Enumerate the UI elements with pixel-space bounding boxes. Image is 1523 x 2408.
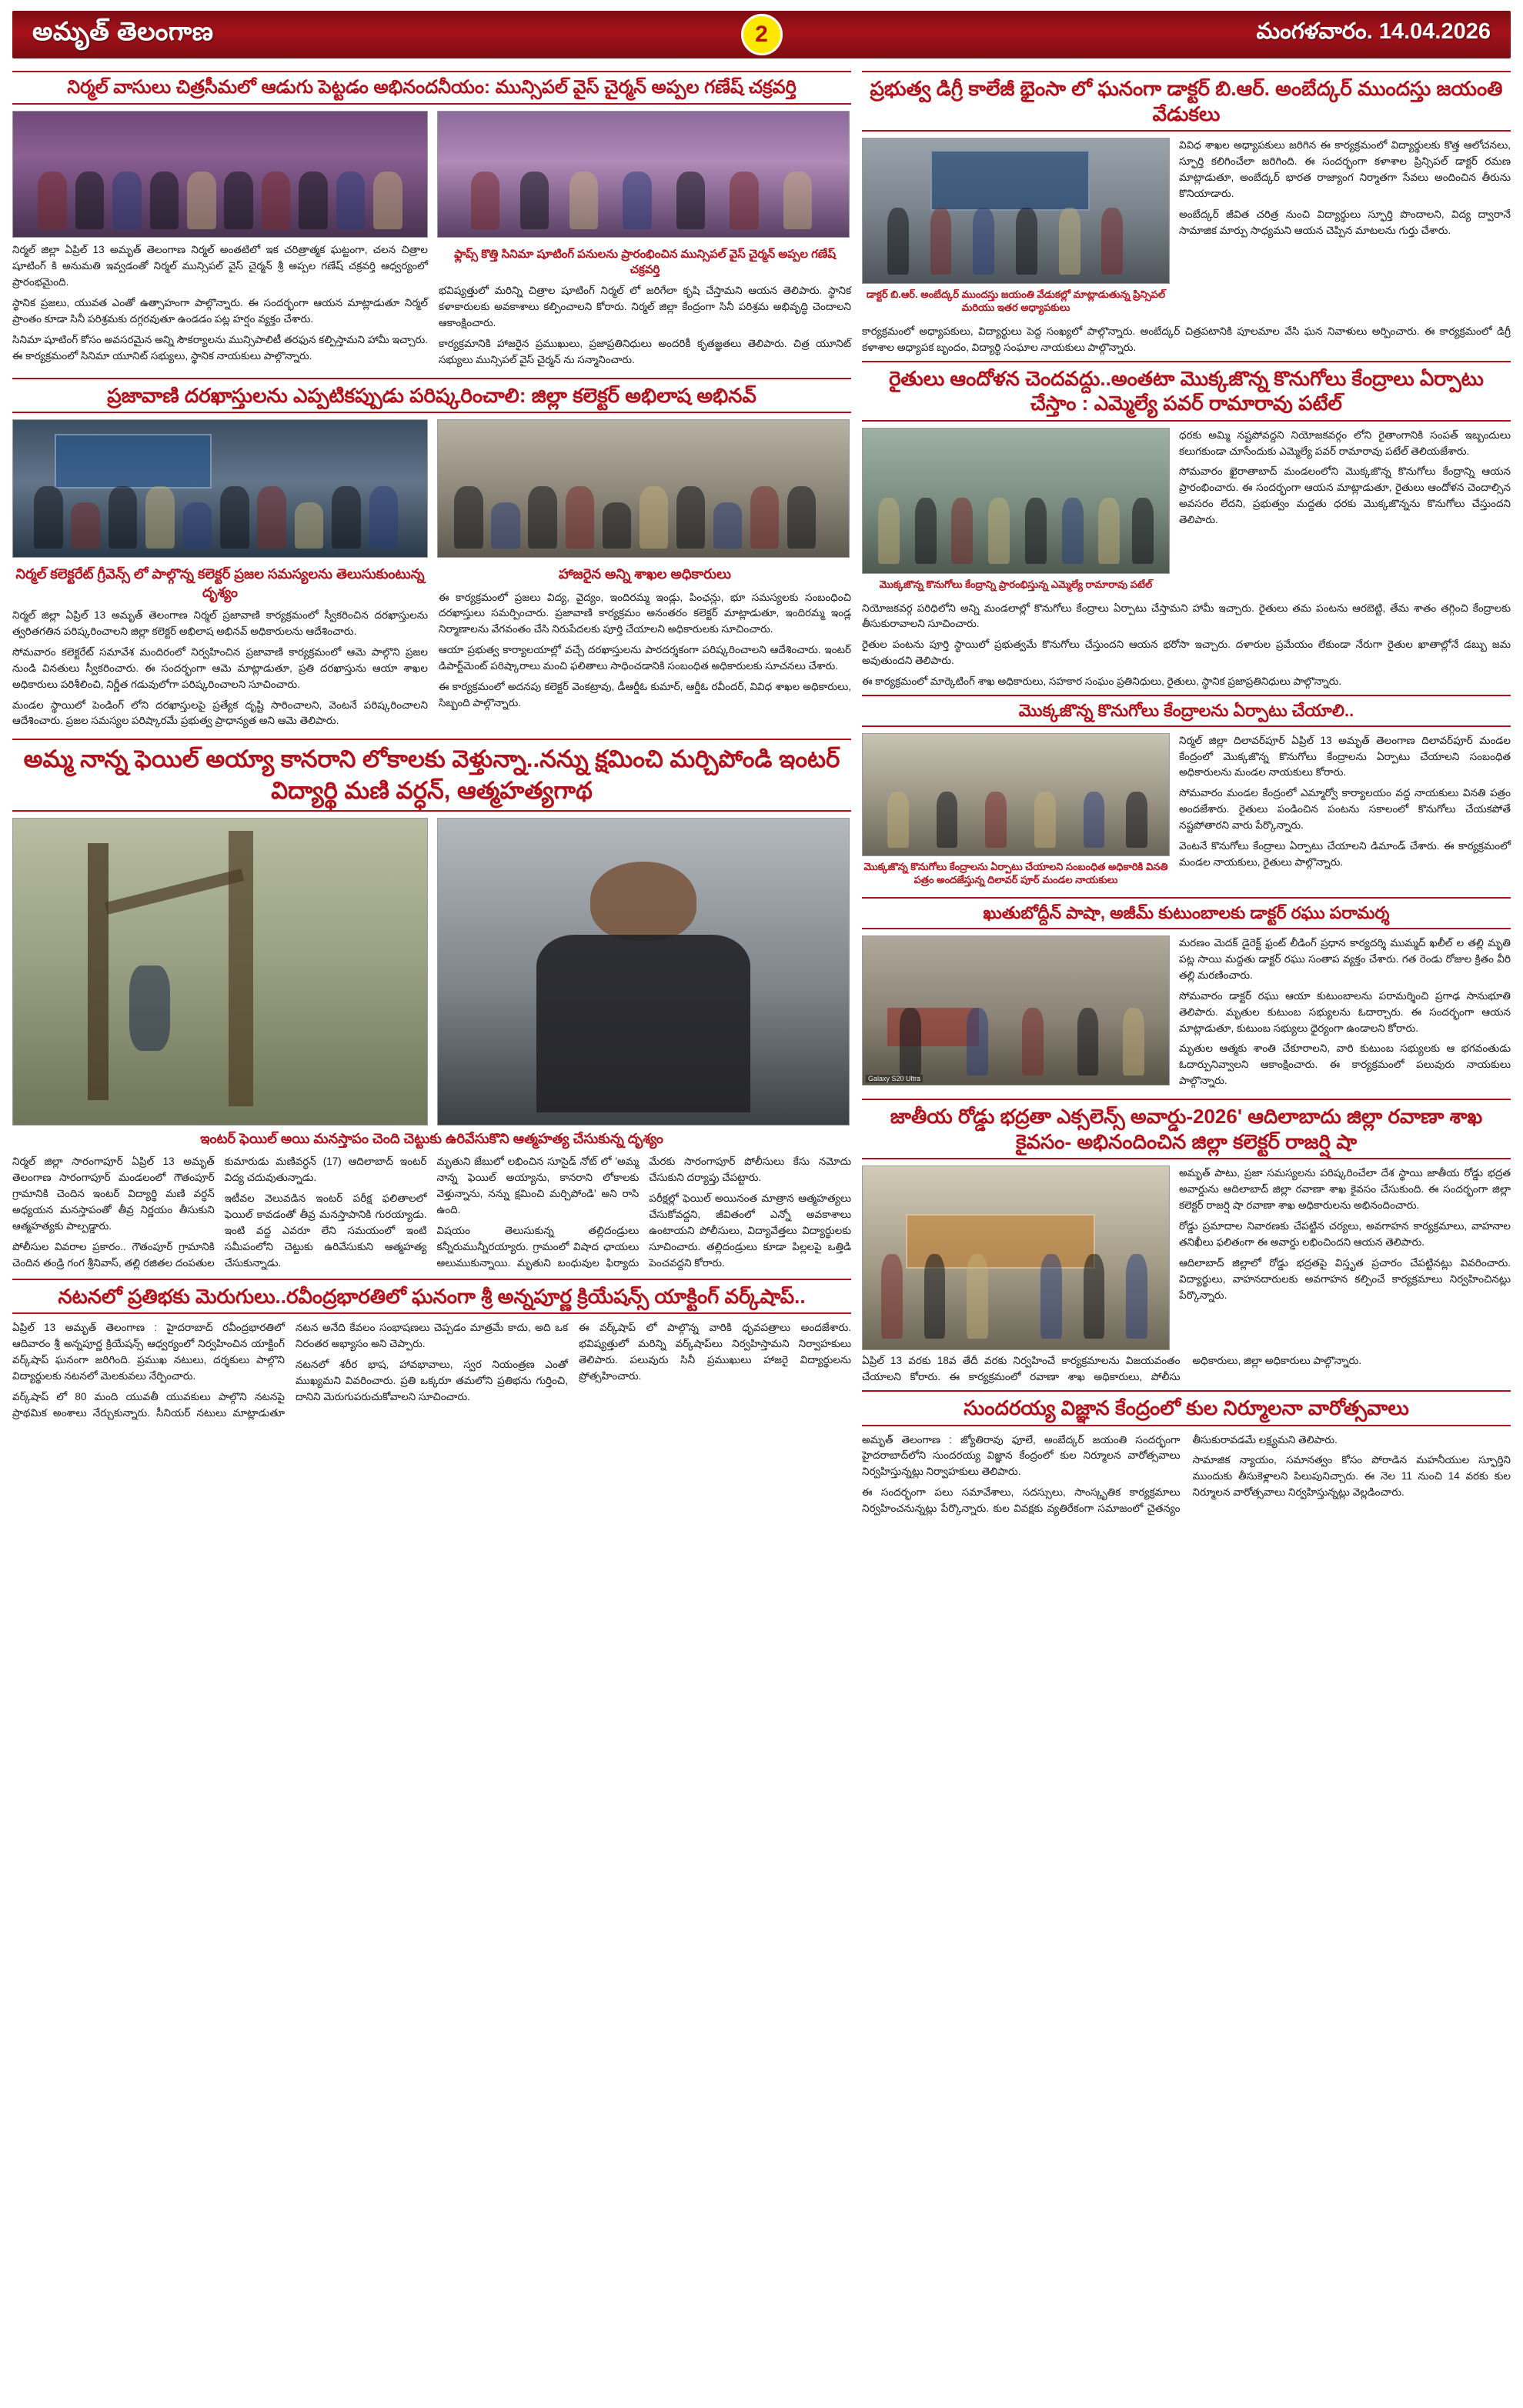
article-condolence-visit <box>862 897 1511 1094</box>
paragraph: వివిధ శాఖల అధ్యాపకులు జరిగిన ఈ కార్యక్రమంలో విద్యార్థులకు కొత్త ఆలోచనలు, స్ఫూర్తి కలిగించేలా జరిగింది. ఈ సందర్భంగా కళాశాల ప్రిన్సిపల్ డాక్టర్ రమణ మాట్లాడుతూ, అంబేద్కర్ భారత రాజ్యాంగ నిర్మాతగా సేవలు అందించిన తీరును కొనియాడారు. <box>1179 139 1511 199</box>
paragraph: ఈ కార్యక్రమంలో మార్కెటింగ్ శాఖ అధికారులు, సహకార సంఘం ప్రతినిధులు, రైతులు, స్థానిక ప్రజాప్రతినిధులు పాల్గొన్నారు. <box>862 675 1342 688</box>
paragraph: ఏప్రిల్ 13 అమృత్ తెలంగాణ : హైదరాబాద్ రవీంద్రభారతిలో ఆదివారం శ్రీ అన్నపూర్ణ క్రియేషన్స్ ఆధ్వర్యంలో నిర్వహించిన యాక్టింగ్ వర్క్‌షాప్ ఘనంగా జరిగింది. ప్రముఖ నటులు, దర్శకులు పాల్గొని విద్యార్థులకు నటనలో మెలకువలు నేర్పించారు. <box>12 1322 285 1382</box>
headline: ప్రజావాణి దరఖాస్తులను ఎప్పటికప్పుడు పరిష్కరించాలి: జిల్లా కలెక్టర్ అభిలాష అభినవ్ <box>12 378 851 414</box>
paragraph: ఈ సందర్భంగా పలు సమావేశాలు, సదస్సులు, సాంస్కృతిక కార్యక్రమాలు నిర్వహించనున్నట్లు పేర్కొన్నారు. కుల వివక్షకు వ్యతిరేకంగా సమాజంలో చైతన్యం తీసుకురావడమే లక్ష్యమని తెలిపారు. <box>862 1433 1338 1515</box>
paragraph: నియోజకవర్గ పరిధిలోని అన్ని మండలాల్లో కొనుగోలు కేంద్రాలు ఏర్పాటు చేస్తామని హామీ ఇచ్చారు. రైతులు తమ పంటను ఆరబెట్టి, తేమ శాతం తగ్గించి కేంద్రాలకు తీసుకురావాలని సూచించారు. <box>862 602 1511 630</box>
paragraph: కార్యక్రమంలో అధ్యాపకులు, విద్యార్థులు పెద్ద సంఖ్యలో పాల్గొన్నారు. అంబేద్కర్ చిత్రపటానికి పూలమాల వేసి ఘన నివాళులు అర్పించారు. ఈ కార్యక్రమంలో డిగ్రీ కళాశాల అధ్యాపక బృందం, విద్యార్థి సంఘాల నాయకులు పాల్గొన్నారు. <box>862 325 1511 353</box>
petition-submission-photo <box>862 733 1170 856</box>
grievance-meeting-photo <box>12 419 428 558</box>
paragraph: పోలీసుల వివరాల ప్రకారం.. గౌతంపూర్ గ్రామానికి చెందిన తండ్రి గంగ శ్రీనివాస్, తల్లి రజితల దంపతుల కుమారుడు మణివర్ధన్ (17) ఆదిలాబాద్ ఇంటర్ విద్య చదువుతున్నాడు. <box>12 1156 427 1269</box>
headline: మొక్కజొన్న కొనుగోలు కేంద్రాలను ఏర్పాటు చేయాలి.. <box>862 695 1511 727</box>
headline: జాతీయ రోడ్డు భద్రతా ఎక్సలెన్స్ అవార్డు-2026' ఆదిలాబాదు జిల్లా రవాణా శాఖ కైవసం- అభినందించిన జిల్లా కలెక్టర్ రాజర్షి షా <box>862 1099 1511 1159</box>
article-body-cont <box>439 590 851 712</box>
photo-caption: ఫ్లాప్స్ కొత్తి సినిమా షూటింగ్ పనులను ప్రారంభించిన మున్సిపల్ వైస్ చైర్మన్ అప్పల గణేష్ చక్రవర్తి <box>453 248 837 276</box>
article-body <box>12 1154 851 1273</box>
photo-row <box>12 818 851 1126</box>
article-road-safety-award <box>862 1099 1511 1386</box>
right-column <box>862 66 1511 1517</box>
procurement-center-photo <box>862 428 1170 574</box>
article-student-suicide <box>12 739 851 1273</box>
photo-figures <box>438 420 849 557</box>
article-body-cont <box>862 324 1511 356</box>
paragraph: సోమవారం మండల కేంద్రంలో ఎమ్మార్వో కార్యాలయం వద్ద నాయకులు వినతి పత్రం అందజేశారు. రైతులు పండించిన పంటను సకాలంలో కొనుగోలు చేయకపోతే నష్టపోతారని వారు పేర్కొన్నారు. <box>1179 787 1511 832</box>
article-body <box>1179 733 1511 871</box>
article-body-cont <box>439 283 851 369</box>
paragraph: మరణం మెదక్ డైరెక్ట్ ఫ్రంట్ లీడింగ్ ప్రధాన కార్యదర్శి ముమ్మద్ ఖలీల్ ల తల్లి మృతి పట్ల సాయి మద్దతు డాక్టర్ రఘు సంతాప వ్యక్తం చేశారు. గత రెండు రోజుల క్రితం వీరి తల్లి మరణించారు. <box>1179 936 1511 981</box>
paragraph: సామాజిక న్యాయం, సమానత్వం కోసం పోరాడిన మహనీయుల స్ఫూర్తిని ముందుకు తీసుకెళ్లాలని పిలుపునిచ్చారు. ఈ నెల 11 నుంచి 14 వరకు కుల నిర్మూలన వారోత్సవాలు నిర్వహిస్తున్నట్లు వెల్లడించారు. <box>1192 1454 1511 1499</box>
article-body <box>12 608 428 729</box>
paragraph: ఈ వర్క్‌షాప్ లో పాల్గొన్న వారికి ధృవపత్రాలు అందజేశారు. భవిష్యత్తులో మరిన్ని వర్క్‌షాప్‌లు నిర్వహిస్తామని నిర్వాహకులు తెలిపారు. పలువురు సినీ ప్రముఖులు హాజరై విద్యార్థులను ప్రోత్సహించారు. <box>579 1322 851 1382</box>
article-maize-procurement <box>862 361 1511 691</box>
headline: ఖుతుబోద్దీన్ పాషా, అజీమ్ కుటుంబాలకు డాక్టర్ రఘు పరామర్శ <box>862 897 1511 929</box>
paragraph: ఆదిలాబాద్ జిల్లాలో రోడ్డు భద్రతపై విస్తృత ప్రచారం చేపట్టినట్లు వివరించారు. విద్యార్థులు, వాహనదారులకు అవగాహన కల్పించే కార్యక్రమాలు నిర్వహించినట్లు పేర్కొన్నారు. <box>1179 1256 1511 1301</box>
article-cinema-shooting <box>12 71 851 373</box>
article-procurement-demand <box>862 695 1511 892</box>
paragraph: వర్క్‌షాప్ లో 80 మంది యువతీ యువకులు పాల్గొని నటనపై ప్రాథమిక అంశాలు నేర్చుకున్నారు. సీనియర్ నటులు మాట్లాడుతూ నటన అనేది కేవలం సంభాషణలు చెప్పడం మాత్రమే కాదు, అది ఒక నిరంతర అభ్యాసం అని చెప్పారు. <box>12 1322 568 1419</box>
paragraph: ధరకు అమ్మి నష్టపోవద్దని నియోజకవర్గం లోని రైతాంగానికి సంపత్ ఇబ్బందులు కలుగకుండా చూసేందుకు ఎమ్మెల్యే పవర్ రామారావు పటేల్ తెలియజేశారు. <box>1179 429 1511 457</box>
headline: ప్రభుత్వ డిగ్రీ కాలేజీ భైంసా లో ఘనంగా డాక్టర్ బి.ఆర్. అంబేద్కర్ ముందస్తు జయంతి వేడుకలు <box>862 71 1511 132</box>
paragraph: మండల స్థాయిలో పెండింగ్ లోని దరఖాస్తులపై ప్రత్యేక దృష్టి సారించాలని, వెంటనే పరిష్కరించాలని ఆదేశించారు. ప్రజల సమస్యల పరిష్కారమే ప్రభుత్వ ప్రాధాన్యత అని ఆమె తెలిపారు. <box>12 699 428 727</box>
incident-scene-photo <box>12 818 428 1126</box>
paragraph: ఈ కార్యక్రమంలో ప్రజలు విద్య, వైద్యం, ఇందిరమ్మ ఇండ్లు, పింఛన్లు, భూ సమస్యలకు సంబంధించి దరఖాస్తులు సమర్పించారు. ప్రజావాణి కార్యక్రమం అనంతరం కలెక్టర్ మాట్లాడుతూ, ఇందిరమ్మ ఇండ్ల నిర్మాణాలను వేగవంతం చేసి నిరుపేదలకు పూర్తి చేయాలని అధికారులకు సూచించారు. <box>439 591 851 635</box>
photo-row <box>12 111 851 238</box>
paragraph: కార్యక్రమానికి హాజరైన ప్రముఖులు, ప్రజాప్రతినిధులు అందరికీ కృతజ్ఞతలు తెలిపారు. చిత్ర యూనిట్ సభ్యులు మున్సిపల్ వైస్ చైర్మన్ ను సన్మానించారు. <box>439 337 851 365</box>
paragraph: రైతుల పంటను పూర్తి స్థాయిలో ప్రభుత్వమే కొనుగోలు చేస్తుందని ఆయన భరోసా ఇచ్చారు. దళారుల ప్రమేయం లేకుండా నేరుగా రైతుల ఖాతాల్లోనే డబ్బు జమ అవుతుందని తెలిపారు. <box>862 639 1511 667</box>
masthead <box>12 11 1511 58</box>
felicitation-stage-photo <box>12 111 428 238</box>
headline: అమ్మ నాన్న ఫెయిల్ అయ్యా కానరాని లోకాలకు వెళ్తున్నా..నన్ను క్షమించి మర్చిపోండి ఇంటర్ విద్యార్థి మణి వర్ధన్, ఆత్మహత్యగాథ <box>12 739 851 812</box>
condolence-visit-photo <box>862 936 1170 1086</box>
memento-presentation-photo <box>437 111 850 238</box>
article-caste-eradication-week <box>862 1390 1511 1517</box>
paragraph: నిర్మల్ జిల్లా ఏప్రిల్ 13 అమృత్ తెలంగాణ నిర్మల్ అంతటిలో ఇక చరిత్రాత్మక ఘట్టంగా, చలన చిత్రాల షూటింగ్ కి అనుమతి ఇవ్వడంతో నిర్మల్ మున్సిపల్ వైస్ చైర్మన్ శ్రీ అప్పల గణేష్ చక్రవర్తి ఆధ్వర్యంలో ప్రారంభమైంది. <box>12 244 428 288</box>
photo-figures <box>863 936 1169 1085</box>
paragraph: అంబేద్కర్ జీవిత చరిత్ర నుంచి విద్యార్థులు స్ఫూర్తి పొందాలని, విద్య ద్వారానే సామాజిక మార్పు సాధ్యమని ఆయన చెప్పిన మాటలను గుర్తు చేశారు. <box>1179 208 1511 236</box>
article-body <box>12 1320 851 1422</box>
left-column <box>12 66 851 1517</box>
road-safety-award-photo <box>862 1166 1170 1350</box>
article-body <box>1179 138 1511 239</box>
article-body <box>1179 936 1511 1089</box>
article-body-cont <box>862 601 1511 691</box>
officials-meeting-photo <box>437 419 850 558</box>
photo-caption: మొక్కజొన్న కొనుగోలు కేంద్రాలను ఏర్పాటు చేయాలని సంబంధిత అధికారికి వినతి పత్రం అందజేస్తున్న దిలావర్ పూర్ మండల నాయకులు <box>863 860 1168 885</box>
photo-figures <box>438 112 849 237</box>
article-ambedkar-jayanti <box>862 71 1511 356</box>
photo-figures <box>863 1166 1169 1349</box>
paragraph: నిర్మల్ జిల్లా దిలావర్‌పూర్ ఏప్రిల్ 13 అమృత్ తెలంగాణ దిలావర్‌పూర్ మండల కేంద్రంలో మొక్కజొన్న కొనుగోలు కేంద్రాలను ఏర్పాటు చేయాలని సంబంధిత అధికారులను మండల నాయకులు కోరారు. <box>1179 734 1511 779</box>
photo-figures <box>863 734 1169 855</box>
paragraph: మృతుని జేబులో లభించిన సూసైడ్ నోట్ లో 'అమ్మ నాన్న ఫెయిల్ అయ్యాను, కానరాని లోకాలకు వెళ్తున్నాను, నన్ను క్షమించి మర్చిపోండి' అని రాసి ఉంది. <box>436 1156 640 1216</box>
paragraph: విషయం తెలుసుకున్న తల్లిదండ్రులు కన్నీరుమున్నీరయ్యారు. గ్రామంలో విషాద ఛాయలు అలుముకున్నాయి. మృతుని బంధువుల ఫిర్యాదు మేరకు సారంగాపూర్ పోలీసులు కేసు నమోదు చేసుకుని దర్యాప్తు చేపట్టారు. <box>436 1156 851 1269</box>
paragraph: ఇటీవల వెలువడిన ఇంటర్ పరీక్ష ఫలితాలలో ఫెయిల్ కావడంతో తీవ్ర మనస్తాపానికి గురయ్యాడు. ఇంటి వద్ద ఎవరూ లేని సమయంలో ఇంటి సమీపంలోని చెట్టుకు ఉరివేసుకుని ఆత్మహత్య చేసుకున్నాడు. <box>224 1192 427 1269</box>
paragraph: భవిష్యత్తులో మరిన్ని చిత్రాల షూటింగ్ నిర్మల్ లో జరిగేలా కృషి చేస్తామని ఆయన తెలిపారు. స్థానిక కళాకారులకు అవకాశాలు కల్పించాలని కోరారు. నిర్మల్ జిల్లా కేంద్రంగా సినీ పరిశ్రమ అభివృద్ధి చెందాలని ఆకాంక్షించారు. <box>439 285 851 329</box>
paragraph: వెంటనే కొనుగోలు కేంద్రాలు ఏర్పాటు చేయాలని డిమాండ్ చేశారు. ఈ కార్యక్రమంలో మండల నాయకులు, రైతులు పాల్గొన్నారు. <box>1179 840 1511 869</box>
publication-date: మంగళవారం. 14.04.2026 <box>1256 19 1491 44</box>
article-body-cont <box>862 1353 1511 1386</box>
paragraph: ఈ కార్యక్రమంలో అదనపు కలెక్టర్ వెంకట్రావు, డీఆర్డీఓ కుమార్, ఆర్డీఓ రవీందర్, వివిధ శాఖల అధికారులు, సిబ్బంది పాల్గొన్నారు. <box>439 681 851 709</box>
paragraph: మృతుల ఆత్మకు శాంతి చేకూరాలని, వారి కుటుంబ సభ్యులకు ఆ భగవంతుడు ఓదార్పునివ్వాలని ఆకాంక్షించారు. ఈ కార్యక్రమంలో పలువురు నాయకులు పాల్గొన్నారు. <box>1179 1042 1511 1087</box>
article-body <box>1179 1166 1511 1303</box>
photo-figures <box>863 138 1169 283</box>
paragraph: సోమవారం ఖైరాతాబాద్ మండలంలోని మొక్కజొన్న కొనుగోలు కేంద్రాన్ని ఆయన ప్రారంభించారు. ఈ సందర్భంగా ఆయన మాట్లాడుతూ, రైతులు ఆందోళన చెందాల్సిన అవసరం లేదని, ప్రభుత్వం మద్దతు ధరకు మొక్కజొన్నను కొనుగోలు చేస్తుందని తెలిపారు. <box>1179 465 1511 526</box>
photo-caption-left: నిర్మల్ కలెక్టరేట్ గ్రీవెన్స్ లో పాల్గొన్న కలెక్టర్ ప్రజల సమస్యలను తెలుసుకుంటున్న దృశ్యం <box>15 566 425 600</box>
photo-caption: మొక్కజొన్న కొనుగోలు కేంద్రాన్ని ప్రారంభిస్తున్న ఎమ్మెల్యే రామారావు పటేల్ <box>879 578 1153 590</box>
paragraph: సోమవారం కలెక్టరేట్ సమావేశ మందిరంలో నిర్వహించిన ప్రజావాణి కార్యక్రమంలో ఆమె పాల్గొని ప్రజల నుండి వినతులు స్వీకరించారు. ఈ సందర్భంగా ఆమె మాట్లాడుతూ, ప్రతి దరఖాస్తును ఆయా శాఖల అధికారులు పరిశీలించి, నిర్ణీత గడువులోగా పరిష్కరించాలని సూచించారు. <box>12 645 428 690</box>
article-prajavani-collector <box>12 378 851 735</box>
page-number-badge: 2 <box>741 14 783 55</box>
photo-caption: ఇంటర్ ఫెయిల్ అయి మనస్తాపం చెంది చెట్టుకు ఉరివేసుకొని ఆత్మహత్య చేసుకున్న దృశ్యం <box>200 1130 663 1146</box>
headline: నిర్మల్ వాసులు చిత్రసీమలో ఆడుగు పెట్టడం అభినందనీయం: మున్సిపల్ వైస్ చైర్మన్ అప్పల గణేష్ చక్రవర్తి <box>12 71 851 105</box>
paragraph: అమృత్ తెలంగాణ : జ్యోతిరావు ఫూలే, అంబేద్కర్ జయంతి సందర్భంగా హైదరాబాద్‌లోని సుందరయ్య విజ్ఞాన కేంద్రంలో కుల నిర్మూలన వారోత్సవాలు నిర్వహిస్తున్నట్లు నిర్వాహకులు తెలిపారు. <box>862 1433 1181 1478</box>
photo-caption: డాక్టర్ బి.ఆర్. అంబేద్కర్ ముందస్తు జయంతి వేడుకల్లో మాట్లాడుతున్న ప్రిన్సిపల్ మరియు ఇతర అధ్యాపకులు <box>866 288 1166 313</box>
paragraph: రోడ్డు ప్రమాదాల నివారణకు చేపట్టిన చర్యలు, అవగాహన కార్యక్రమాలు, వాహనాల తనిఖీలు ఫలితంగా ఈ అవార్డు లభించిందని ఆయన తెలిపారు. <box>1179 1219 1511 1248</box>
article-acting-workshop <box>12 1279 851 1422</box>
paragraph: సోమవారం డాక్టర్ రఘు ఆయా కుటుంబాలను పరామర్శించి ప్రగాఢ సానుభూతి తెలిపారు. మృతుల కుటుంబ సభ్యులను ఓదార్చారు. ఈ సందర్భంగా ఆయన మాట్లాడుతూ, కుటుంబ సభ్యులు ధైర్యంగా ఉండాలని కోరారు. <box>1179 989 1511 1034</box>
headline: సుందరయ్య విజ్ఞాన కేంద్రంలో కుల నిర్మూలనా వారోత్సవాలు <box>862 1390 1511 1426</box>
paragraph: నిర్మల్ జిల్లా ఏప్రిల్ 13 అమృత్ తెలంగాణ నిర్మల్ ప్రజావాణి కార్యక్రమంలో స్వీకరించిన దరఖాస్తులను త్వరితగతిన పరిష్కరించాలని జిల్లా కలెక్టర్ అభిలాష అభినవ్ అధికారులను ఆదేశించారు. <box>12 609 428 637</box>
paragraph: ఆయా ప్రభుత్వ కార్యాలయాల్లో వచ్చే దరఖాస్తులను పారదర్శకంగా పరిష్కరించాలని ఆదేశించారు. ఇంటర్ డిపార్ట్‌మెంట్ పరిష్కారాలు మంచి ఫలితాలు సాధించడానికి సంబంధిత అధికారులకు సూచనలు చేశారు. <box>439 644 851 672</box>
photo-figures <box>863 429 1169 573</box>
paragraph: ఏప్రిల్ 13 వరకు 18వ తేదీ వరకు నిర్వహించే కార్యక్రమాలను విజయవంతం చేయాలని కోరారు. ఈ కార్యక్రమంలో రవాణా శాఖ అధికారులు, పోలీసు అధికారులు, జిల్లా అధికారులు పాల్గొన్నారు. <box>862 1355 1362 1383</box>
publication-title: అమృత్ తెలంగాణ <box>32 17 214 45</box>
paragraph: పరీక్షల్లో ఫెయిల్ అయినంత మాత్రాన ఆత్మహత్యలు చేసుకోవద్దని, జీవితంలో ఎన్నో అవకాశాలు ఉంటాయని పోలీసులు, విద్యావేత్తలు విద్యార్థులకు సూచించారు. తల్లిదండ్రులు కూడా పిల్లలపై ఒత్తిడి పెంచవద్దని కోరారు. <box>649 1192 851 1269</box>
photo-watermark: Galaxy S20 Ultra <box>866 1075 923 1082</box>
article-body <box>862 1432 1511 1518</box>
headline: నటనలో ప్రతిభకు మెరుగులు..రవీంద్రభారతిలో ఘనంగా శ్రీ అన్నపూర్ణ క్రియేషన్స్ యాక్టింగ్ వర్క్‌షాప్.. <box>12 1279 851 1315</box>
photo-row <box>12 419 851 558</box>
paragraph: నటనలో శరీర భాష, హావభావాలు, స్వర నియంత్రణ ఎంతో ముఖ్యమని వివరించారు. ప్రతి ఒక్కరూ తమలోని ప్రతిభను గుర్తించి, దానిని మెరుగుపరుచుకోవాలని సూచించారు. <box>296 1359 568 1402</box>
article-body <box>12 242 428 364</box>
paragraph: నిర్మల్ జిల్లా సారంగాపూర్ ఏప్రిల్ 13 అమృత్ తెలంగాణ సారంగాపూర్ మండలంలో గౌతంపూర్ గ్రామానికి చెందిన ఇంటర్ విద్యార్థి మణి వర్ధన్ అధ్యయన మనస్తాపంతో తీవ్ర నిర్ణయం తీసుకుని ఆత్మహత్యకు పాల్పడ్డారు. <box>12 1156 215 1232</box>
photo-figures <box>13 420 427 557</box>
paragraph: స్థానిక ప్రజలు, యువత ఎంతో ఉత్సాహంగా పాల్గొన్నారు. ఈ సందర్భంగా ఆయన మాట్లాడుతూ నిర్మల్ ప్రాంతం కూడా సినీ పరిశ్రమకు దగ్గరవుతూ ఉండడం పట్ల హర్షం వ్యక్తం చేశారు. <box>12 296 428 325</box>
photo-caption-right: హాజరైన అన్ని శాఖల అధికారులు <box>558 566 732 582</box>
article-body <box>1179 428 1511 529</box>
paragraph: సినిమా షూటింగ్ కోసం అవసరమైన అన్ని సౌకర్యాలను మున్సిపాలిటీ తరఫున కల్పిస్తామని హామీ ఇచ్చారు. ఈ కార్యక్రమంలో సినిమా యూనిట్ సభ్యులు, స్థానిక నాయకులు పాల్గొన్నారు. <box>12 333 428 362</box>
ambedkar-event-photo <box>862 138 1170 284</box>
paragraph: అమృత్ పాటు, ప్రజా సమస్యలను పరిష్కరించేలా దేశ స్థాయి జాతీయ రోడ్డు భద్రత అవార్డును ఆదిలాబాద్ జిల్లా రవాణా శాఖ కైవసం చేసుకుంది. ఈ సందర్భంగా జిల్లా కలెక్టర్ రాజర్షి షా రవాణా శాఖ అధికారులను అభినందించారు. <box>1179 1167 1511 1212</box>
headline: రైతులు ఆందోళన చెందవద్దు..అంతటా మొక్కజొన్న కొనుగోలు కేంద్రాలు ఏర్పాటు చేస్తాం : ఎమ్మెల్యే పవర్ రామారావు పటేల్ <box>862 361 1511 422</box>
photo-figures <box>13 112 427 237</box>
page-body <box>12 66 1511 1517</box>
deceased-student-photo <box>437 818 850 1126</box>
